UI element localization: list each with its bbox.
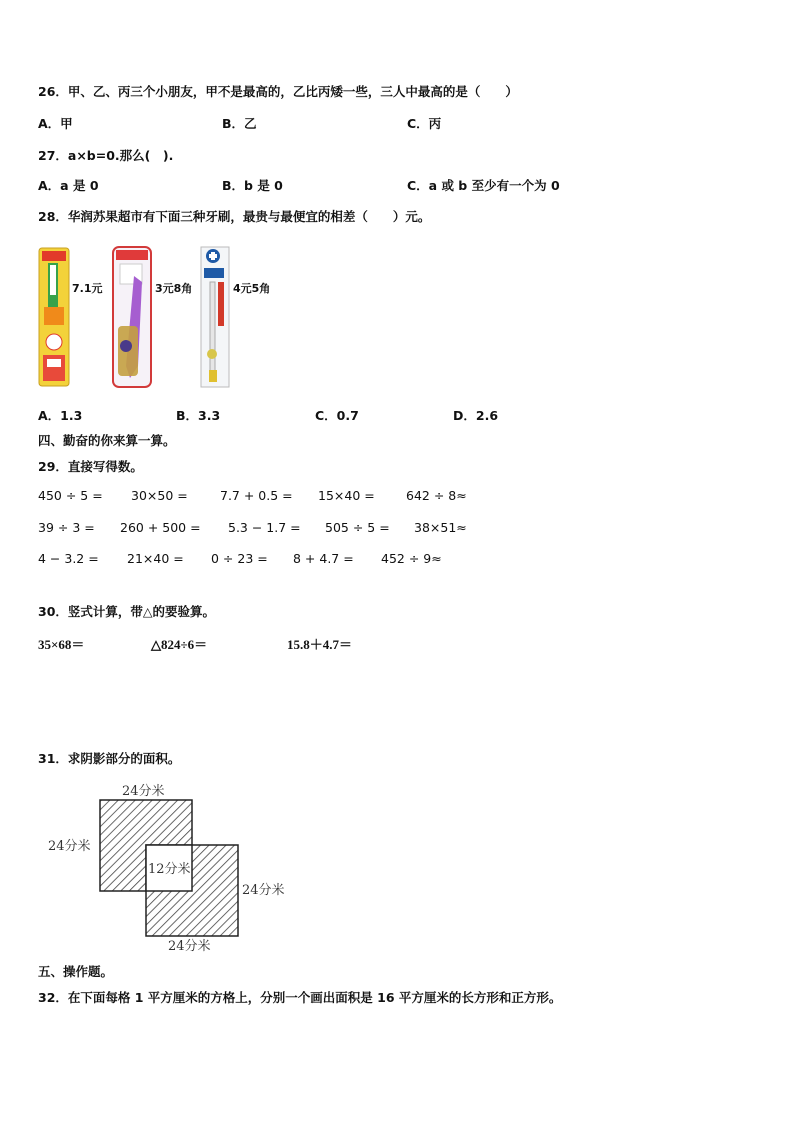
- q27-option-a[interactable]: A．a 是 0: [38, 178, 99, 193]
- q31-stem: 31．求阴影部分的面积。: [38, 751, 181, 766]
- label-center: 12分米: [148, 862, 191, 877]
- q28-option-a[interactable]: A．1.3: [38, 408, 83, 423]
- calc-item: 260 + 500 =: [120, 520, 201, 535]
- calc-item: 38×51≈: [414, 520, 467, 535]
- shaded-area-figure: [40, 776, 300, 956]
- vertical-calc-item: △824÷6＝: [151, 637, 208, 652]
- calc-item: 505 ÷ 5 =: [325, 520, 390, 535]
- q28-option-c[interactable]: C．0.7: [315, 408, 359, 423]
- vertical-calc-item: 15.8＋4.7＝: [287, 637, 353, 652]
- price-label-2: 3元8角: [155, 282, 193, 295]
- q26-option-a[interactable]: A．甲: [38, 116, 73, 131]
- vertical-calc-item: 35×68＝: [38, 637, 85, 652]
- calc-item: 4 − 3.2 =: [38, 551, 99, 566]
- label-right: 24分米: [242, 883, 285, 898]
- calc-item: 30×50 =: [131, 488, 188, 503]
- label-left: 24分米: [48, 839, 91, 854]
- calc-item: 7.7 + 0.5 =: [220, 488, 293, 503]
- q28-option-d[interactable]: D．2.6: [453, 408, 499, 423]
- q29-stem: 29．直接写得数。: [38, 459, 143, 474]
- q27-option-b[interactable]: B．b 是 0: [222, 178, 283, 193]
- calc-item: 0 ÷ 23 =: [211, 551, 268, 566]
- q27-option-c[interactable]: C．a 或 b 至少有一个为 0: [407, 178, 560, 193]
- price-label-1: 7.1元: [72, 282, 103, 295]
- q26-option-b[interactable]: B．乙: [222, 116, 257, 131]
- q27-stem: 27．a×b=0.那么( ).: [38, 148, 174, 163]
- q28-option-b[interactable]: B．3.3: [176, 408, 221, 423]
- price-label-3: 4元5角: [233, 282, 271, 295]
- toothbrush-2-image: [112, 246, 152, 388]
- q26-option-c[interactable]: C．丙: [407, 116, 442, 131]
- section-5-heading: 五、操作题。: [38, 964, 114, 979]
- calc-item: 39 ÷ 3 =: [38, 520, 95, 535]
- q26-stem: 26．甲、乙、丙三个小朋友，甲不是最高的，乙比丙矮一些，三人中最高的是（ ）: [38, 84, 518, 99]
- section-4-heading: 四、勤奋的你来算一算。: [38, 433, 176, 448]
- toothbrush-3-image: [200, 246, 230, 388]
- calc-item: 642 ÷ 8≈: [406, 488, 467, 503]
- calc-item: 21×40 =: [127, 551, 184, 566]
- q30-stem: 30．竖式计算，带△的要验算。: [38, 604, 216, 619]
- calc-item: 450 ÷ 5 =: [38, 488, 103, 503]
- q28-stem: 28．华润苏果超市有下面三种牙刷，最贵与最便宜的相差（ ）元。: [38, 209, 431, 224]
- q32-stem: 32．在下面每格 1 平方厘米的方格上，分别一个画出面积是 16 平方厘米的长方形和正方形。: [38, 990, 562, 1005]
- toothbrush-1-image: [38, 247, 70, 387]
- label-top: 24分米: [122, 784, 165, 799]
- calc-item: 15×40 =: [318, 488, 375, 503]
- calc-item: 452 ÷ 9≈: [381, 551, 442, 566]
- label-bottom: 24分米: [168, 939, 211, 954]
- calc-item: 8 + 4.7 =: [293, 551, 354, 566]
- calc-item: 5.3 − 1.7 =: [228, 520, 301, 535]
